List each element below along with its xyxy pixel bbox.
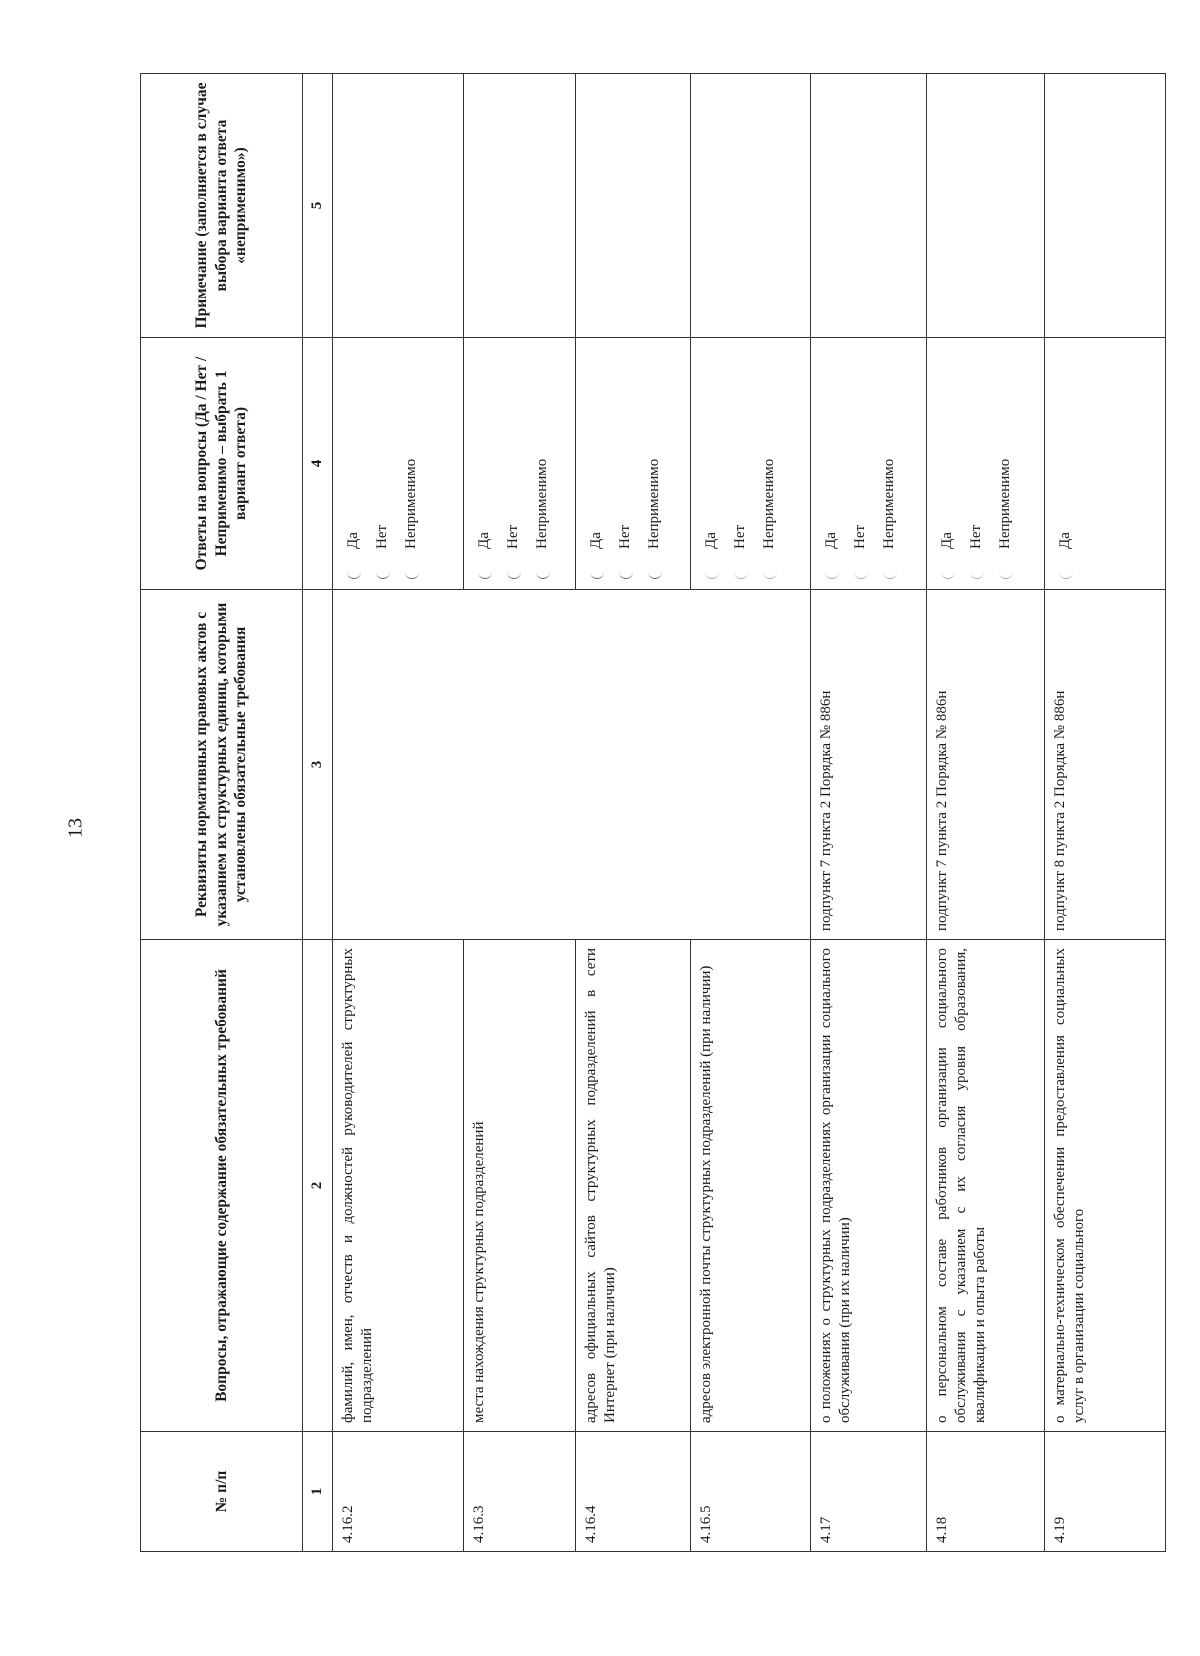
radio-icon[interactable]: [507, 569, 521, 579]
row-question: адресов электронной почты структурных подразделений (при наличии): [691, 940, 811, 1432]
option-na[interactable]: [991, 346, 1020, 581]
page-number: 13: [64, 818, 87, 838]
option-yes[interactable]: [817, 346, 846, 581]
option-na[interactable]: [397, 346, 426, 581]
row-note: [576, 74, 691, 338]
header-question: Вопросы, отражающие содержание обязательных требований: [141, 940, 303, 1432]
option-label: Нет: [505, 524, 522, 549]
option-label: Неприменимо: [881, 458, 898, 549]
row-question: адресов официальных сайтов структурных подразделений в сети Интернет (при наличии): [576, 940, 691, 1432]
radio-icon[interactable]: [883, 569, 897, 579]
header-acts: Реквизиты нормативных правовых актов с указанием их структурных единиц, которыми установлены обязательные требования: [141, 590, 303, 940]
radio-icon[interactable]: [478, 569, 492, 579]
option-label: Неприменимо: [403, 458, 420, 549]
row-num: 4.18: [927, 1432, 1045, 1552]
option-label: Нет: [374, 524, 391, 549]
option-label: Неприменимо: [761, 458, 778, 549]
table-row: [691, 74, 811, 1552]
table-row: [333, 74, 464, 1552]
radio-icon[interactable]: [763, 569, 777, 579]
radio-icon[interactable]: [854, 569, 868, 579]
column-number: 1: [303, 1432, 333, 1552]
header-note: Примечание (заполняется в случае выбора варианта ответа «неприменимо»): [141, 74, 303, 338]
radio-icon[interactable]: [376, 569, 390, 579]
option-label: Нет: [968, 524, 985, 549]
row-acts: [576, 590, 691, 940]
answer-options: [811, 338, 927, 590]
row-num: 4.16.5: [691, 1432, 811, 1552]
table-header-row: [141, 74, 303, 1552]
row-acts: [464, 590, 576, 940]
option-na[interactable]: [640, 346, 669, 581]
radio-icon[interactable]: [619, 569, 633, 579]
option-label: Нет: [852, 524, 869, 549]
option-yes[interactable]: [933, 346, 962, 581]
radio-icon[interactable]: [705, 569, 719, 579]
row-question: о материально-техническом обеспечении предоставления социальных услуг в организации социального: [1045, 940, 1166, 1432]
option-yes[interactable]: [697, 346, 726, 581]
option-na[interactable]: [875, 346, 904, 581]
option-no[interactable]: [846, 346, 875, 581]
row-note: [1045, 74, 1166, 338]
row-num: 4.16.3: [464, 1432, 576, 1552]
table-row: [811, 74, 927, 1552]
option-label: Нет: [732, 524, 749, 549]
option-label: Да: [588, 532, 605, 549]
row-acts: [691, 590, 811, 940]
table-row: [576, 74, 691, 1552]
row-note: [927, 74, 1045, 338]
option-na[interactable]: [755, 346, 784, 581]
row-num: 4.16.4: [576, 1432, 691, 1552]
answer-options: [1045, 338, 1166, 590]
radio-icon[interactable]: [405, 569, 419, 579]
radio-icon[interactable]: [734, 569, 748, 579]
row-note: [464, 74, 576, 338]
answer-options: [333, 338, 464, 590]
option-no[interactable]: [368, 346, 397, 581]
option-no[interactable]: [726, 346, 755, 581]
column-number-row: [303, 74, 333, 1552]
option-label: Нет: [617, 524, 634, 549]
row-num: 4.19: [1045, 1432, 1166, 1552]
row-acts: подпункт 7 пункта 2 Порядка № 886н: [927, 590, 1045, 940]
answer-options: [464, 338, 576, 590]
option-label: Да: [939, 532, 956, 549]
row-acts: [333, 590, 464, 940]
option-no[interactable]: [499, 346, 528, 581]
column-number: 5: [303, 74, 333, 338]
radio-icon[interactable]: [347, 569, 361, 579]
option-label: Да: [703, 532, 720, 549]
table-row: [464, 74, 576, 1552]
row-note: [691, 74, 811, 338]
column-number: 2: [303, 940, 333, 1432]
option-label: Неприменимо: [997, 458, 1014, 549]
rotated-page-content: [140, 74, 1087, 1552]
requirements-table: [140, 73, 1166, 1552]
option-yes[interactable]: [470, 346, 499, 581]
option-label: Да: [1057, 532, 1074, 549]
radio-icon[interactable]: [825, 569, 839, 579]
row-question: фамилий, имен, отчеств и должностей руководителей структурных подразделений: [333, 940, 464, 1432]
option-no[interactable]: [962, 346, 991, 581]
column-number: 4: [303, 338, 333, 590]
radio-icon[interactable]: [590, 569, 604, 579]
row-question: о персональном составе работников организации социального обслуживания с указанием с их согласия уровня образования, квалификации и опыта работы: [927, 940, 1045, 1432]
table-row: [1045, 74, 1166, 1552]
answer-options: [927, 338, 1045, 590]
option-na[interactable]: [528, 346, 557, 581]
row-question: о положениях о структурных подразделениях организации социального обслуживания (при их наличии): [811, 940, 927, 1432]
radio-icon[interactable]: [648, 569, 662, 579]
column-number: 3: [303, 590, 333, 940]
radio-icon[interactable]: [941, 569, 955, 579]
radio-icon[interactable]: [999, 569, 1013, 579]
option-label: Да: [823, 532, 840, 549]
option-yes[interactable]: [582, 346, 611, 581]
answer-options: [576, 338, 691, 590]
option-label: Неприменимо: [646, 458, 663, 549]
option-label: Неприменимо: [534, 458, 551, 549]
header-num: № п/п: [141, 1432, 303, 1552]
option-no[interactable]: [611, 346, 640, 581]
option-yes[interactable]: [339, 346, 368, 581]
row-num: 4.16.2: [333, 1432, 464, 1552]
radio-icon[interactable]: [536, 569, 550, 579]
row-acts: подпункт 8 пункта 2 Порядка № 886н: [1045, 590, 1166, 940]
row-note: [333, 74, 464, 338]
answer-options: [691, 338, 811, 590]
option-label: Да: [345, 532, 362, 549]
header-answers: Ответы на вопросы (Да / Нет / Неприменимо – выбрать 1 вариант ответа): [141, 338, 303, 590]
row-acts: подпункт 7 пункта 2 Порядка № 886н: [811, 590, 927, 940]
radio-icon[interactable]: [1059, 569, 1073, 579]
row-note: [811, 74, 927, 338]
row-num: 4.17: [811, 1432, 927, 1552]
option-label: Да: [476, 532, 493, 549]
option-yes[interactable]: [1051, 346, 1080, 581]
row-question: места нахождения структурных подразделений: [464, 940, 576, 1432]
radio-icon[interactable]: [970, 569, 984, 579]
table-row: [927, 74, 1045, 1552]
